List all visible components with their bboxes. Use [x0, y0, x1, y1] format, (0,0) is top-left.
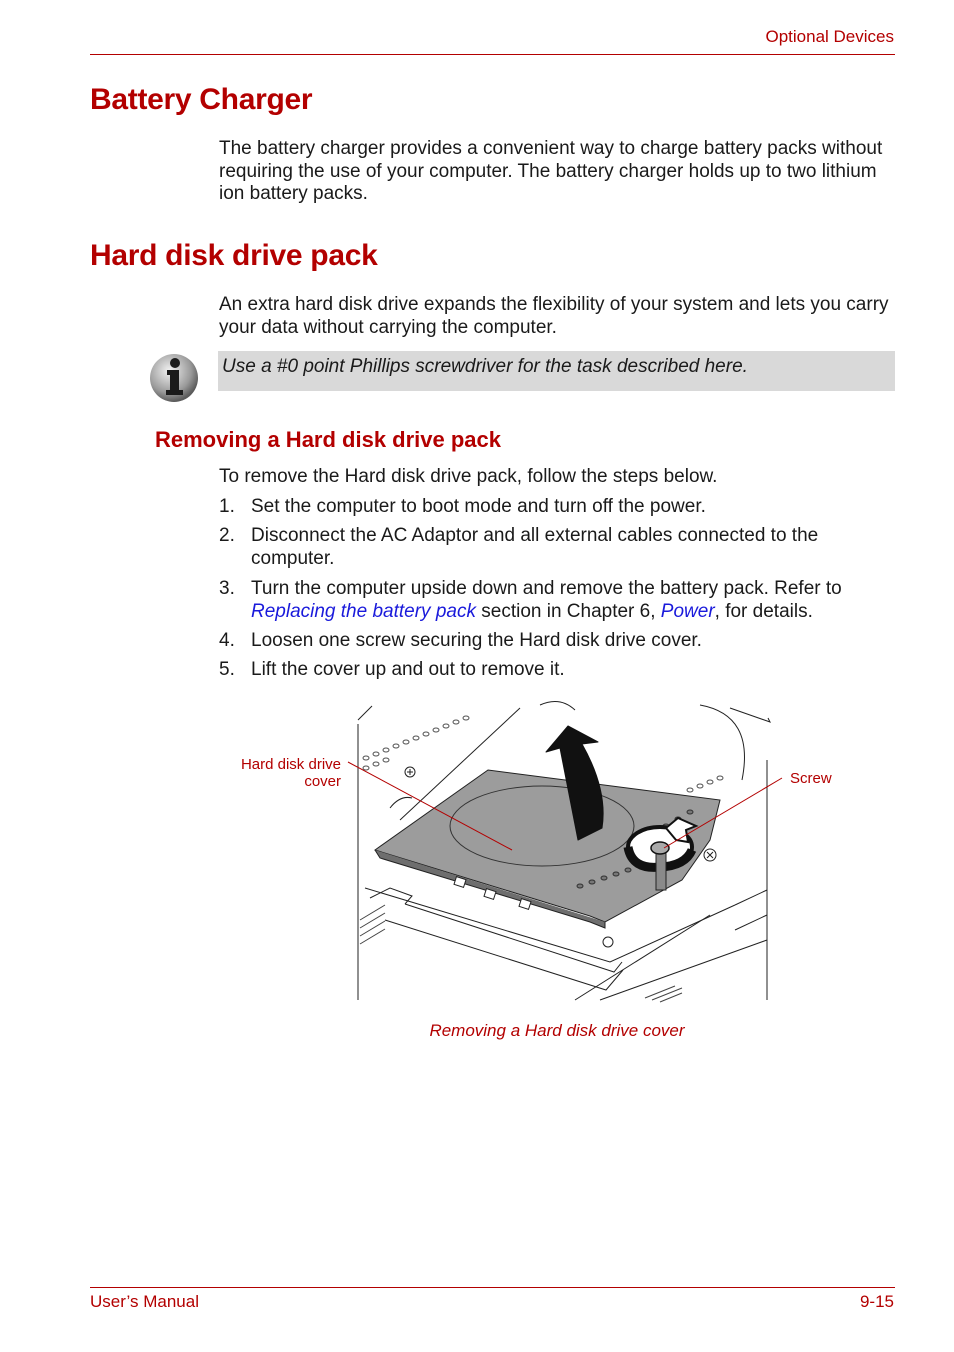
- label-hdd-cover-line2: cover: [304, 773, 341, 790]
- link-power[interactable]: Power: [660, 600, 715, 622]
- hdd-pack-paragraph: An extra hard disk drive expands the flexibility of your system and lets you carry your data without carrying the computer.: [219, 294, 889, 338]
- footer-manual-title: User’s Manual: [90, 1292, 199, 1311]
- header-rule: [90, 54, 895, 55]
- label-screw: Screw: [790, 770, 832, 787]
- footer-rule: [90, 1287, 895, 1288]
- step-5: 5. Lift the cover up and out to remove it.: [219, 659, 565, 680]
- link-replacing-battery-pack[interactable]: Replacing the battery pack: [251, 600, 476, 622]
- figure-caption: Removing a Hard disk drive cover: [429, 1021, 685, 1040]
- step-3: 3. Turn the computer upside down and remove the battery pack. Refer to Replacing the battery pack section in Chapter 6, Power, for details.: [219, 578, 842, 622]
- subsection-title-removing: Removing a Hard disk drive pack: [155, 427, 502, 452]
- hdd-cover-illustration: [230, 700, 840, 1005]
- step-2: 2. Disconnect the AC Adaptor and all external cables connected to the computer.: [219, 525, 819, 569]
- note-text: Use a #0 point Phillips screwdriver for the task described here.: [222, 356, 748, 377]
- note-box: [218, 351, 895, 391]
- running-header: Optional Devices: [765, 27, 894, 46]
- info-icon: [148, 351, 200, 403]
- footer-page-number: 9-15: [859, 1292, 894, 1311]
- step-4: 4. Loosen one screw securing the Hard disk drive cover.: [219, 630, 702, 651]
- removing-intro: To remove the Hard disk drive pack, follow the steps below.: [219, 466, 718, 487]
- section-title-battery-charger: Battery Charger: [90, 83, 313, 116]
- section-title-hdd-pack: Hard disk drive pack: [90, 239, 378, 272]
- battery-charger-paragraph: The battery charger provides a convenient way to charge battery packs without requiring the use of your computer. The battery charger holds up to two lithium ion battery packs.: [219, 138, 883, 204]
- step-1: 1. Set the computer to boot mode and turn off the power.: [219, 496, 706, 517]
- label-hdd-cover-line1: Hard disk drive: [240, 756, 341, 773]
